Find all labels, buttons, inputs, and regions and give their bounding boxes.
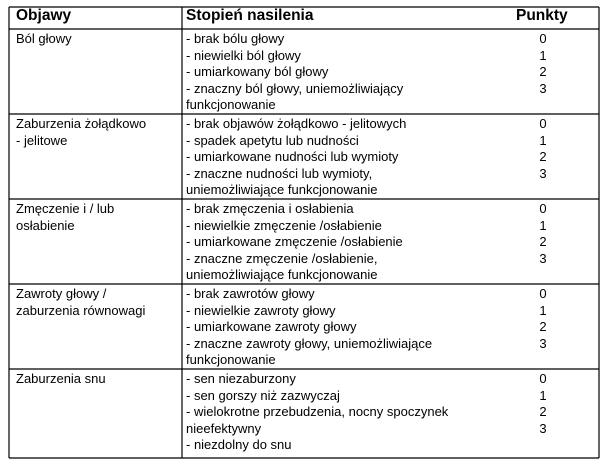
point-value: 2 [539, 234, 547, 249]
severity-line: - umiarkowane nudności lub wymioty [186, 149, 399, 164]
severity-line: - znaczne nudności lub wymioty, [186, 165, 373, 181]
symptom-label: Zaburzenia żołądkowo [16, 116, 147, 131]
point-value: 2 [539, 319, 547, 334]
point-value: 2 [539, 149, 547, 164]
point-value: 0 [539, 371, 547, 386]
severity-line: - spadek apetytu lub nudności [186, 132, 359, 148]
symptom-label: osłabienie [16, 217, 75, 233]
severity-line: - niewielki ból głowy [186, 47, 301, 63]
severity-line: - sen niezaburzony [186, 371, 296, 386]
severity-line: - brak zawrotów głowy [186, 286, 315, 301]
point-value: 3 [539, 80, 547, 96]
point-value: 2 [539, 404, 547, 419]
point-value: 0 [539, 31, 547, 46]
severity-line: uniemożliwiające funkcjonowanie [186, 182, 378, 197]
severity-line: - niewielkie zawroty głowy [186, 302, 336, 318]
symptom-label: Ból głowy [16, 31, 72, 46]
severity-line: - niewielkie zmęczenie /osłabienie [186, 217, 382, 233]
severity-line: - znaczne zmęczenie /osłabienie, [186, 250, 378, 266]
header-points: Punkty [516, 7, 568, 24]
severity-line: - niezdolny do snu [186, 437, 292, 452]
point-value: 1 [539, 302, 547, 318]
symptom-label: Zmęczenie i / lub [16, 201, 115, 216]
header-symptoms: Objawy [16, 7, 72, 24]
severity-line: funkcjonowanie [186, 352, 276, 367]
point-value: 1 [539, 217, 547, 233]
severity-line: - wielokrotne przebudzenia, nocny spoczynek [186, 404, 449, 419]
point-value: 0 [539, 286, 547, 301]
symptom-label: zaburzenia równowagi [16, 302, 146, 318]
point-value: 1 [539, 132, 547, 148]
severity-line: uniemożliwiające funkcjonowanie [186, 267, 378, 282]
severity-line: funkcjonowanie [186, 97, 276, 112]
symptom-label: - jelitowe [16, 132, 68, 148]
severity-line: - umiarkowane zawroty głowy [186, 319, 357, 334]
severity-line: - sen gorszy niż zazwyczaj [186, 387, 340, 403]
point-value: 0 [539, 116, 547, 131]
point-value: 0 [539, 201, 547, 216]
severity-line: - brak zmęczenia i osłabienia [186, 201, 354, 216]
point-value: 3 [539, 420, 547, 436]
severity-line: - brak bólu głowy [186, 31, 285, 46]
point-value: 1 [539, 387, 547, 403]
severity-line: - brak objawów żołądkowo - jelitowych [186, 116, 407, 131]
point-value: 3 [539, 250, 547, 266]
point-value: 1 [539, 47, 547, 63]
point-value: 2 [539, 64, 547, 79]
point-value: 3 [539, 165, 547, 181]
severity-line: - umiarkowane zmęczenie /osłabienie [186, 234, 403, 249]
symptom-label: Zawroty głowy / [16, 286, 107, 301]
header-severity: Stopień nasilenia [186, 7, 314, 24]
severity-line: - znaczny ból głowy, uniemożliwiający [186, 80, 404, 96]
severity-line: nieefektywny [186, 420, 262, 436]
severity-line: - umiarkowany ból głowy [186, 64, 329, 79]
point-value: 3 [539, 335, 547, 351]
severity-line: - znaczne zawroty głowy, uniemożliwiające [186, 335, 433, 351]
symptom-label: Zaburzenia snu [16, 371, 106, 386]
